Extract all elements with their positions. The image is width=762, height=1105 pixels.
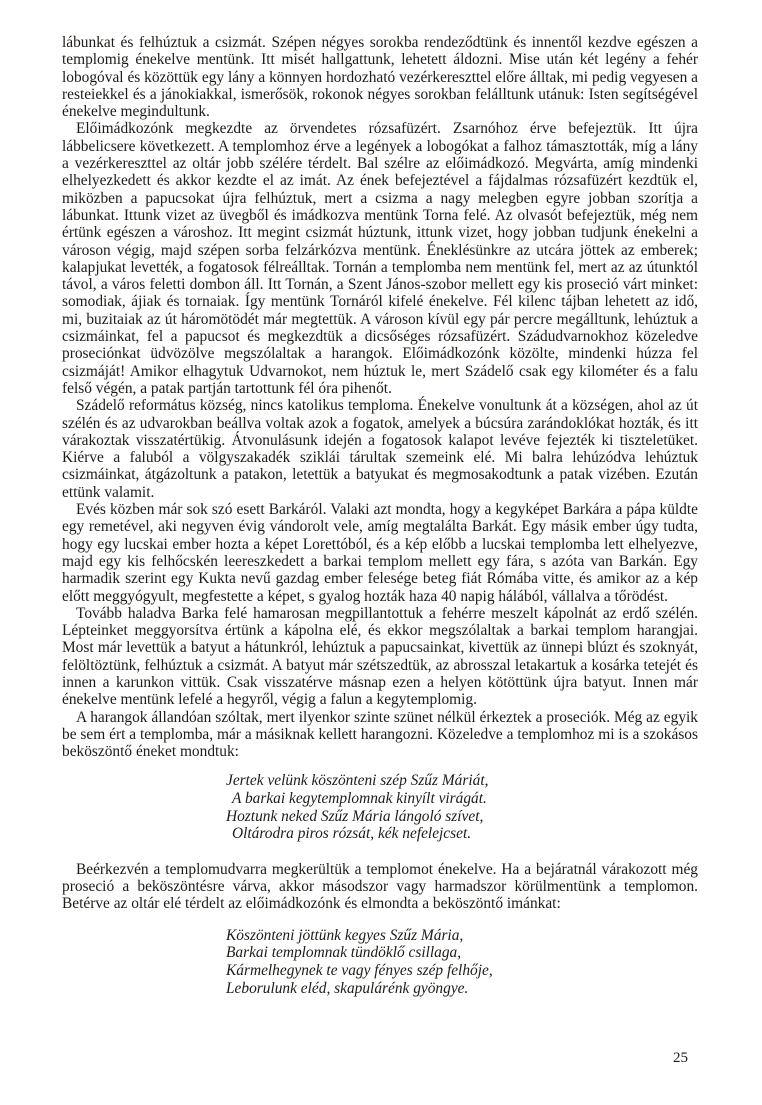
document-page bbox=[62, 34, 698, 997]
paragraph-4: Evés közben már sok szó esett Barkáról. Valaki azt mondta, hogy a kegyképet Barkára a pápa küldte egy remetével, aki negyven évig vándorolt vele, amíg megtalálta Barkát. Egy másik ember úgy tudta, hogy egy lucskai ember hozta a képet Lorettóból, és a kép előbb a lucskai templomba lett elhelyezve, majd egy kis felhőcskén leereszkedett a barkai templom mellett egy fára, s azóta van Barkán. Egy harmadik szerint egy Kukta nevű gazdag ember felesége beteg fiát Rómába vitte, és amikor az a kép előtt meggyógyult, megfestette a képet, s gyalog hozták haza 40 napig hálából, vállalva a tőrödést. bbox=[62, 501, 698, 605]
verse-block-2 bbox=[62, 927, 698, 997]
page-number: 25 bbox=[673, 1050, 688, 1066]
paragraph-6: A harangok állandóan szóltak, mert ilyenkor szinte szünet nélkül érkeztek a proseciók. Még az egyik be sem ért a templomba, már a másiknak kellett harangozni. Közeledve a templomhoz mi is a szokásos beköszöntő éneket mondtuk: bbox=[62, 708, 698, 761]
verse-line: Kármelhegynek te vagy fényes szép felhője, bbox=[226, 961, 493, 979]
verse-line: Köszönteni jöttünk kegyes Szűz Mária, bbox=[226, 926, 464, 944]
verse-line: Jertek velünk köszönteni szép Szűz Máriát, bbox=[226, 772, 489, 790]
verse-line: Oltárodra piros rózsát, kék nefelejcset. bbox=[232, 825, 472, 843]
verse-line: Barkai templomnak tündöklő csillaga, bbox=[226, 944, 462, 962]
verse-line: Leborulunk eléd, skapulárénk gyöngye. bbox=[226, 979, 469, 997]
paragraph-3: Szádelő református község, nincs katolikus temploma. Énekelve vonultunk át a községen, ahol az út szélén és az udvarokban beállva voltak azok a fogatok, amelyek a búcsúra zarándoklókat hozták, és itt várakoztak visszatértükig. Átvonulásunk idején a fogatosok kalapot levéve fejezték ki tiszteletüket. Kiérve a faluból a völgyszakadék sziklái tárultak szemeink elé. Mi balra lehúzódva lehúztuk csizmáinkat, átgázoltunk a patakon, letettük a batyukat és megmosakodtunk a patak vizében. Ezután ettünk valamit. bbox=[62, 397, 698, 501]
paragraph-5: Tovább haladva Barka felé hamarosan megpillantottuk a fehérre meszelt kápolnát az erdő szélén. Lépteinket meggyorsítva értünk a kápolna elé, és ekkor megszólaltak a barkai templom harangjai. Most már levettük a batyut a hátunkról, lehúztuk a papucsainkat, kivettük az ünnepi blúzt és szoknyát, felöltöztünk, felhúztuk a csizmát. A batyut már szétszedtük, az abrosszal letakartuk a kosárka tetejét és innen a karunkon vittük. Csak visszatérve másnap ezen a helyen kötöttünk újra batyut. Innen már énekelve mentünk lefelé a hegyről, végig a falun a kegytemplomig. bbox=[62, 604, 698, 709]
verse-line: Hoztunk neked Szűz Mária lángoló szívet, bbox=[226, 807, 484, 825]
verse-block-1 bbox=[62, 772, 698, 842]
paragraph-2: Előimádkozónk megkezdte az örvendetes rózsafüzért. Zsarnóhoz érve befejeztük. Itt újra lábbelicsere következett. A templomhoz érve a legények a lobogókat a falhoz támasztották, míg a lány a vezérkereszttel az oltár jobb szélére térdelt. Bal szélre az előimádkozó. Megvárta, amíg mindenki elhelyezkedett és akkor kezdte el az imát. Az ének befejeztével a fájdalmas rózsafüzért kezdtük el, miközben a papucsokat újra felhúztuk, mert a csizma a nagy melegben egyre jobban szorítja a lábunkat. Ittunk vizet az üvegből és imádkozva mentünk Torna felé. Az olvasót befejeztük, még nem értünk egészen a városhoz. Itt megint csizmát húztunk, ittunk vizet, hogy jobban tudjunk énekelni a városon végig, majd szépen sorba felzárkózva mentünk. Éneklésünkre az utcára jöttek az emberek; kalapjukat levették, a fogatosok félreálltak. Tornán a templomba nem mentünk fel, mert az az útunktól távol, a város feletti dombon áll. Itt Tornán, a Szent János-szobor mellett egy kis proseció várt minket: somodiak, ájiak és tornaiak. Így mentünk Tornáról kifelé énekelve. Fél kilenc tájban lehetett az idő, mi, buzitaiak az út háromötödét már megtettük. A városon kívül egy pár percre megálltunk, lehúztuk a csizmáinkat, fel a papucsot és megkezdtük a dicsőséges rózsafüzért. Szádudvarnokhoz közeledve proseciónkat üdvözölve megszólaltak a harangok. Előimádkozónk közölte, mindenki húzza fel csizmáját! Amikor elhagytuk Udvarnokot, nem húztuk le, mert Szádelő csak egy kilométer és a falu felső végén, a patak partján tartottunk fél óra pihenőt. bbox=[62, 120, 698, 397]
paragraph-1: lábunkat és felhúztuk a csizmát. Szépen négyes sorokba rendeződtünk és innentől kezdve egészen a templomig énekelve mentünk. Itt misét hallgattunk, lehetett áldozni. Mise után két legény a fehér lobogóval és közöttük egy lány a könnyen hordozható vezérkereszttel előre álltak, mi pedig vegyesen a resteiekkel és a jánokiakkal, ismerősök, rokonok négyes sorokban felálltunk utánuk: Isten segítségével énekelve megindultunk. bbox=[62, 34, 698, 121]
verse-line: A barkai kegytemplomnak kinyílt virágát. bbox=[232, 790, 487, 808]
paragraph-7: Beérkezvén a templomudvarra megkerültük a templomot énekelve. Ha a bejáratnál várakozott még proseció a beköszöntésre várva, akkor másodszor vagy harmadszor körülmentünk a templomon. Betérve az oltár elé térdelt az előimádkozónk és elmondta a beköszöntő imánkat: bbox=[62, 860, 698, 913]
